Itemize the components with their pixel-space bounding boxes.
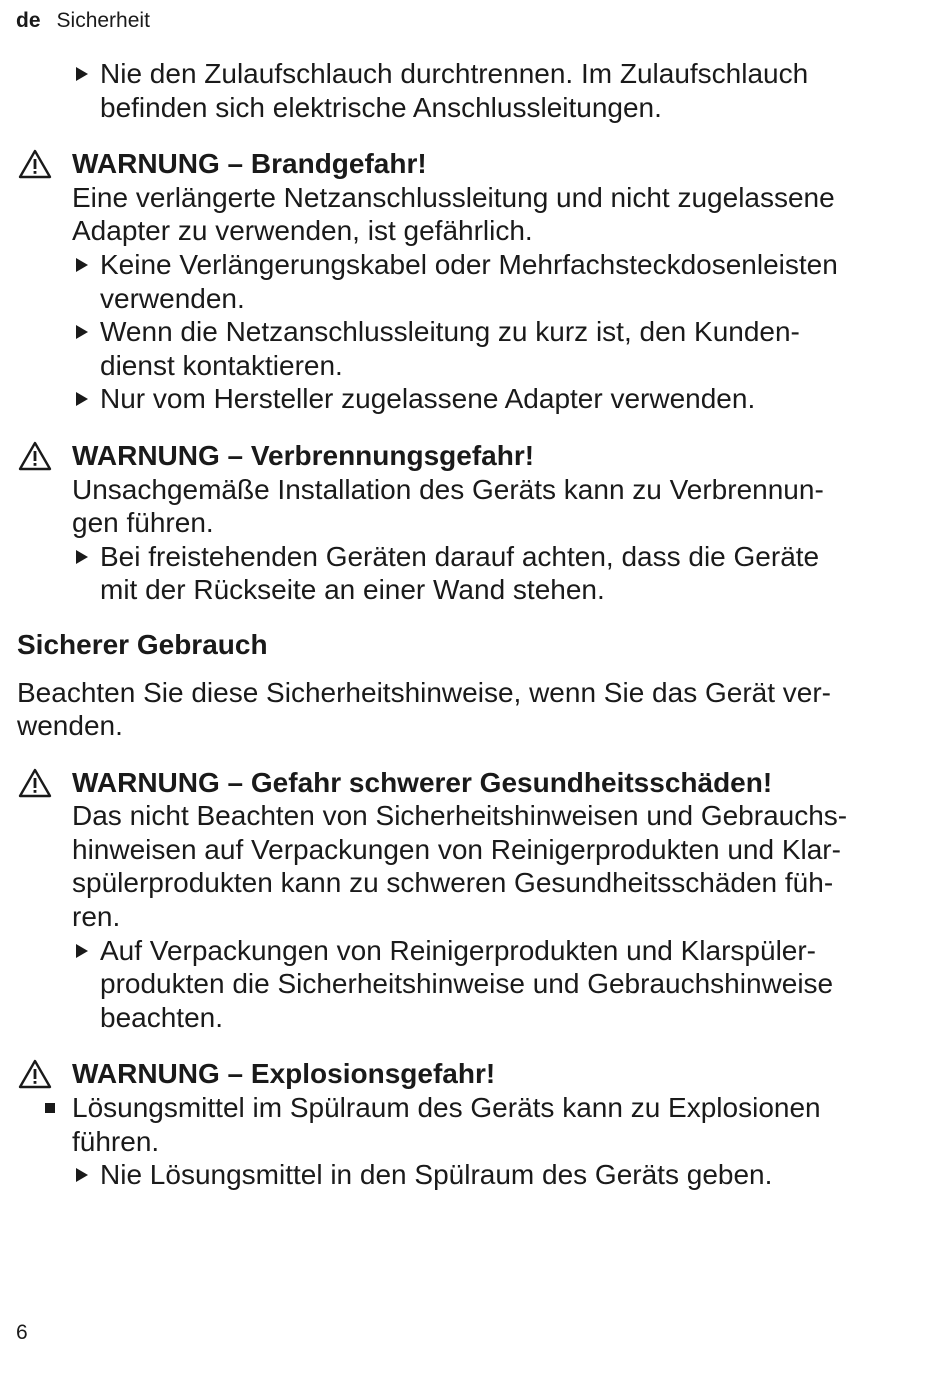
arrow-bullet-icon xyxy=(76,325,88,339)
arrow-bullet-icon xyxy=(76,392,88,406)
list-item: Bei freistehenden Geräten darauf achten, dass die Geräte xyxy=(0,540,950,574)
warning-title: WARNUNG – Brandgefahr! xyxy=(72,148,427,180)
list-item: Auf Verpackungen von Reinigerprodukten und Klarspüler- xyxy=(0,934,950,968)
list-item: Nie Lösungsmittel in den Spülraum des Geräts geben. xyxy=(0,1158,950,1192)
arrow-bullet-icon xyxy=(76,258,88,272)
list-item: Nie den Zulaufschlauch durchtrennen. Im Zulaufschlauch befinden sich elektrische Anschlussleitungen. xyxy=(0,57,950,124)
warning-health: WARNUNG – Gefahr schwerer Gesundheitsschäden! Das nicht Beachten von Sicherheitshinweisen und Gebrauchs- hinweisen auf Verpackungen von Reinigerprodukten und Klar- spülerprodukten kann zu schweren Gesundheitsschäden füh- ren. Auf Verpackungen von Reinigerprodukten und Klarspüler- produkten die Sicherheitshinweise und Gebrauchshinweise beachten. xyxy=(0,766,950,1035)
warning-explosion: WARNUNG – Explosionsgefahr! Lösungsmittel im Spülraum des Geräts kann zu Explosionen führen. Nie Lösungsmittel in den Spülraum des Geräts geben. xyxy=(0,1057,950,1191)
list-item: Lösungsmittel im Spülraum des Geräts kann zu Explosionen xyxy=(0,1091,950,1125)
warning-triangle-icon xyxy=(17,767,53,799)
arrow-bullet-icon xyxy=(76,1168,88,1182)
page-header xyxy=(16,8,150,34)
page-content xyxy=(0,57,950,1192)
warning-title: WARNUNG – Explosionsgefahr! xyxy=(72,1058,496,1090)
warning-title: WARNUNG – Verbrennungsgefahr! xyxy=(72,439,535,471)
warning-triangle-icon xyxy=(17,1058,53,1090)
warning-triangle-icon xyxy=(17,148,53,180)
section-paragraph: Beachten Sie diese Sicherheitshinweise, wenn Sie das Gerät ver- wenden. xyxy=(17,676,831,742)
arrow-bullet-icon xyxy=(76,944,88,958)
list-item: Wenn die Netzanschlussleitung zu kurz ist, den Kunden- xyxy=(0,315,950,349)
section-name: Sicherheit xyxy=(56,9,150,32)
page-number: 6 xyxy=(16,1321,28,1344)
arrow-bullet-icon xyxy=(76,67,88,81)
section-heading: Sicherer Gebrauch xyxy=(17,628,268,660)
warning-triangle-icon xyxy=(17,440,53,472)
list-item: Keine Verlängerungskabel oder Mehrfachsteckdosenleisten xyxy=(0,248,950,282)
language-code: de xyxy=(16,9,41,32)
warning-title: WARNUNG – Gefahr schwerer Gesundheitsschäden! xyxy=(72,766,773,798)
warning-fire: WARNUNG – Brandgefahr! Eine verlängerte Netzanschlussleitung und nicht zugelassene Adapter zu verwenden, ist gefährlich. Keine Verlängerungskabel oder Mehrfachsteckdosenleisten verwenden. Wenn die Netzanschlussleitung zu kurz ist, den Kunden- dienst kontaktieren. Nur vom Hersteller zugelassene Adapter verwenden. xyxy=(0,147,950,416)
warning-burn: WARNUNG – Verbrennungsgefahr! Unsachgemäße Installation des Geräts kann zu Verbrennun- gen führen. Bei freistehenden Geräten darauf achten, dass die Geräte mit der Rückseite an einer Wand stehen. xyxy=(0,439,950,607)
list-item: Nur vom Hersteller zugelassene Adapter verwenden. xyxy=(0,382,950,416)
arrow-bullet-icon xyxy=(76,550,88,564)
square-bullet-icon xyxy=(45,1103,55,1113)
